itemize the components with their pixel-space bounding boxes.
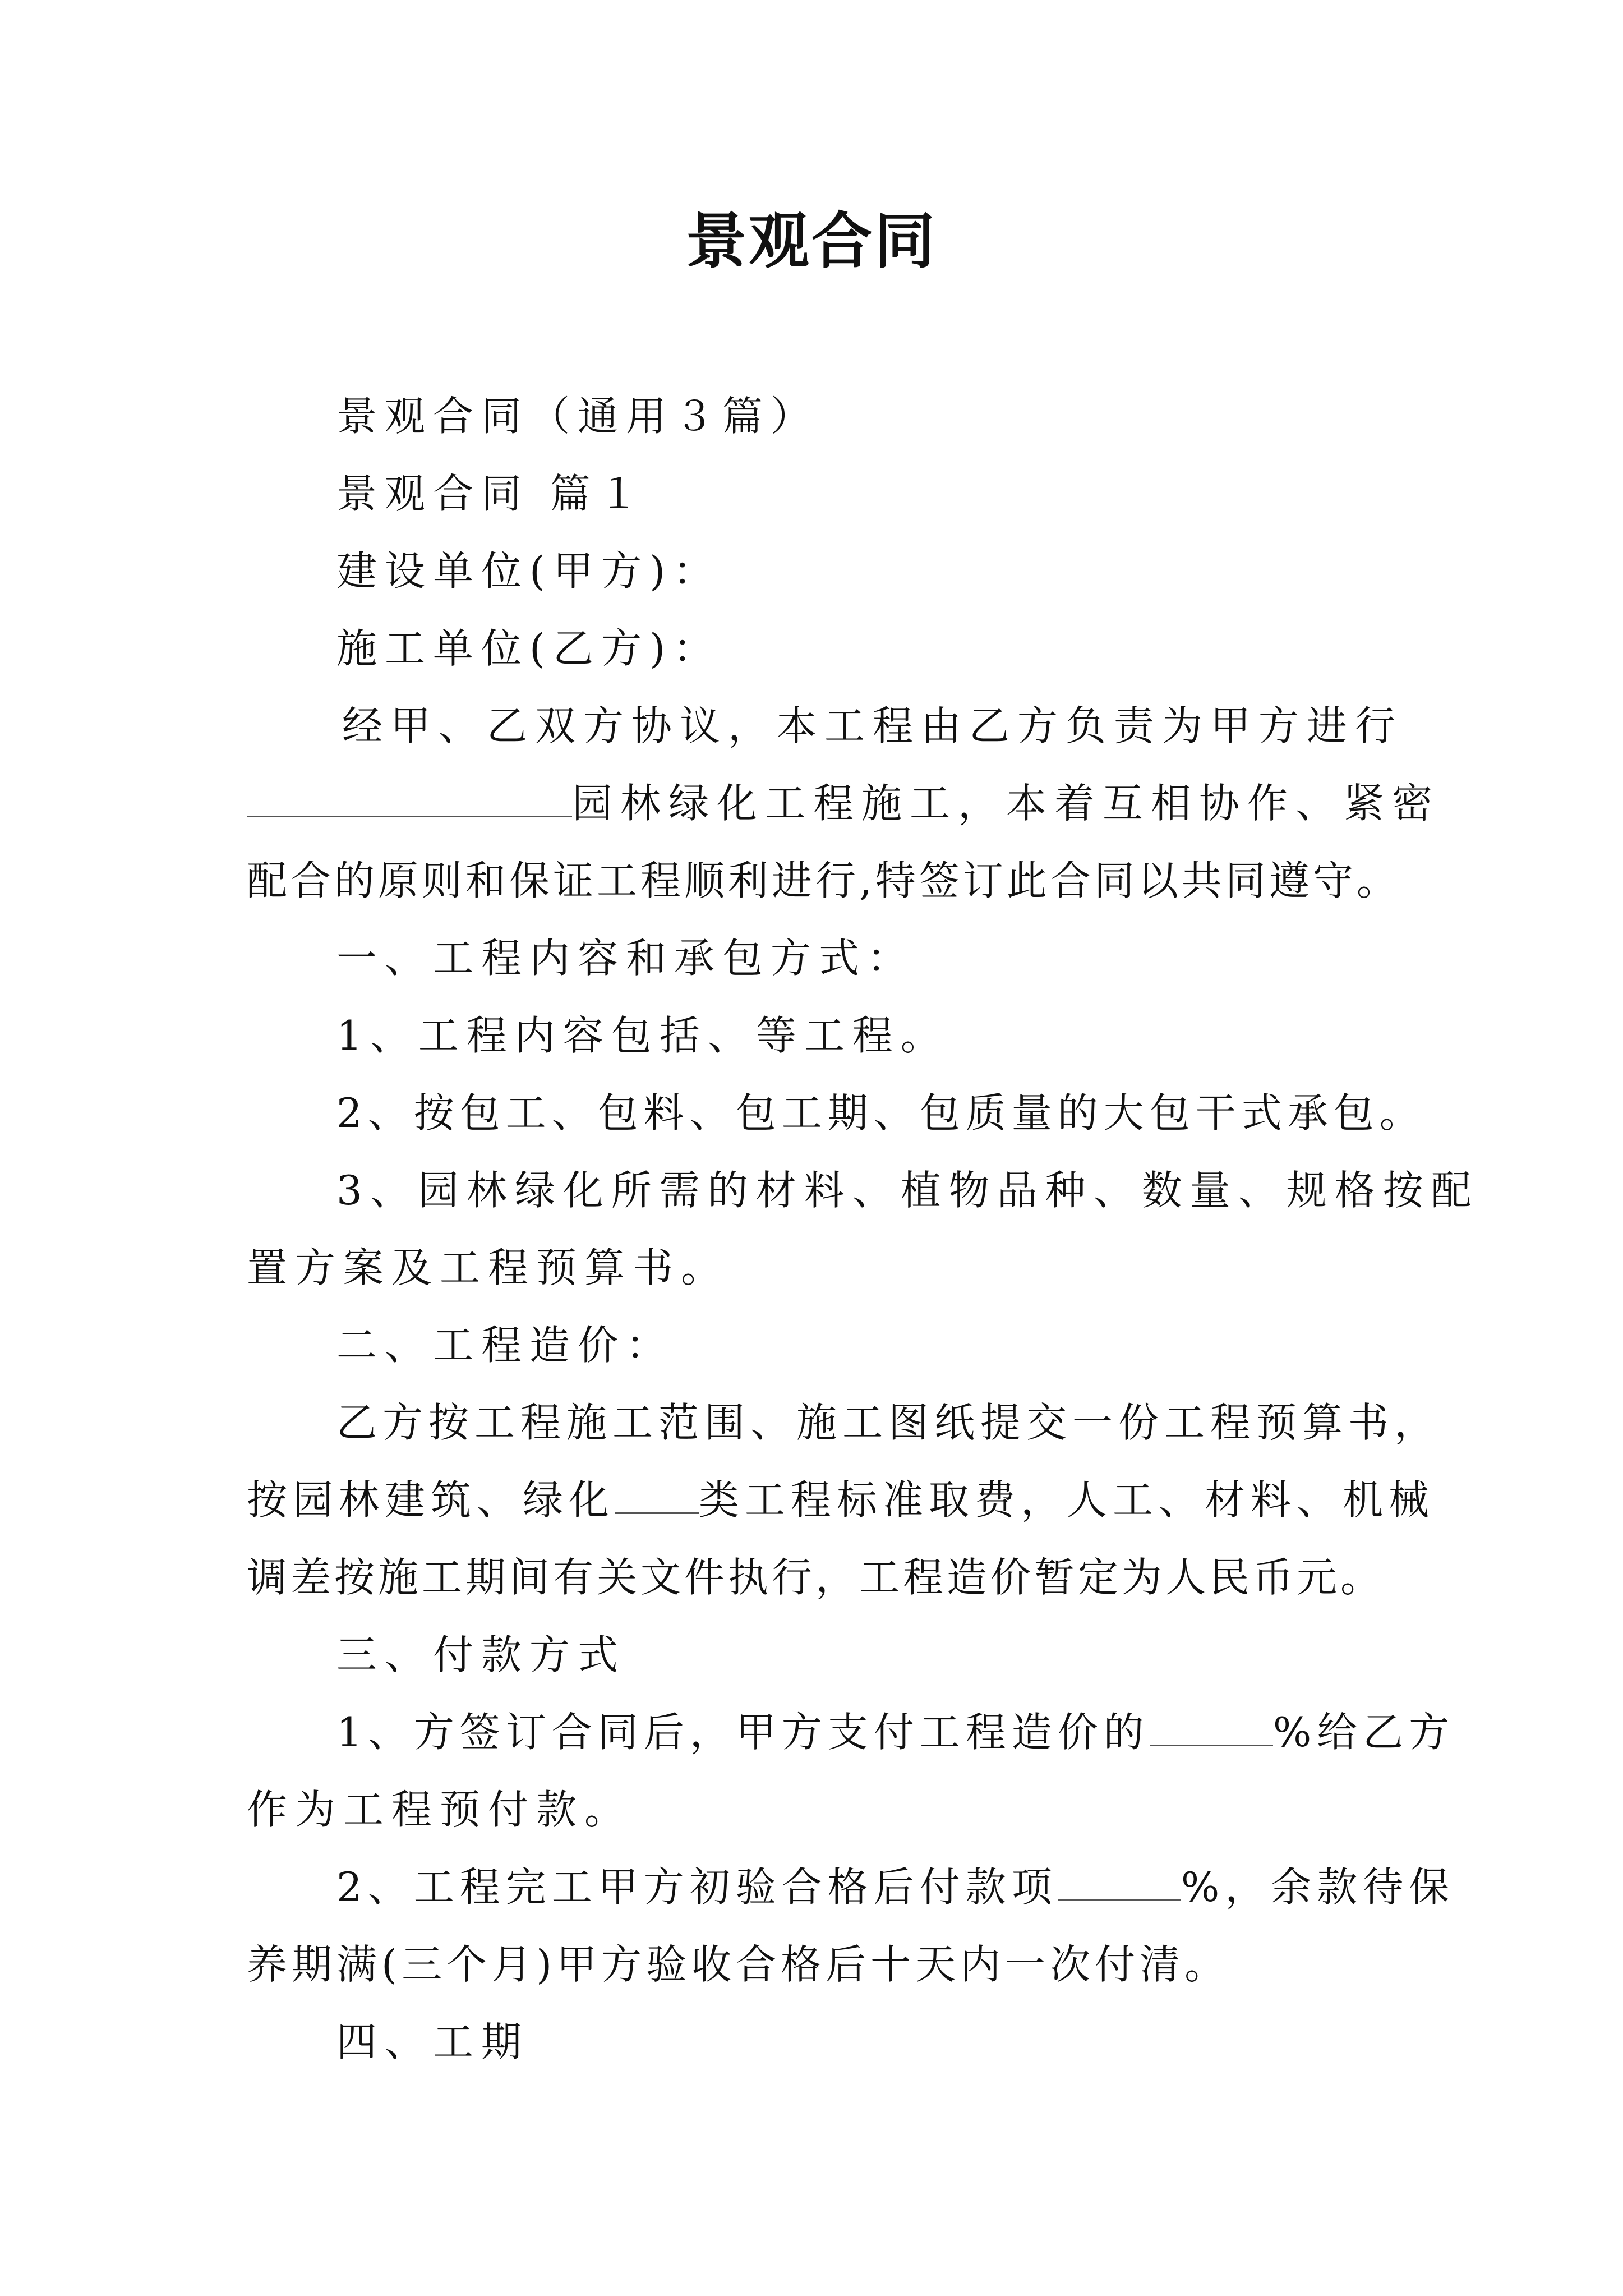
paragraph-text: %给乙方 (1272, 1709, 1455, 1756)
subtitle-line: 景观合同（通用３篇） (336, 393, 819, 440)
fill-in-blank (615, 1473, 699, 1514)
paragraph-line: 调差按施工期间有关文件执行，工程造价暂定为人民币元。 (247, 1554, 1385, 1601)
clause-item (336, 1704, 1455, 1760)
clause-heading: 一、工程内容和承包方式： (336, 935, 916, 982)
clause-heading: 三、付款方式 (336, 1631, 626, 1678)
paragraph-text: 类工程标准取费，人工、材料、机械 (699, 1476, 1435, 1524)
clause-item (336, 1859, 1455, 1915)
clause-item: 作为工程预付款。 (247, 1786, 633, 1833)
paragraph-text: 园林绿化工程施工，本着互相协作、紧密 (572, 780, 1441, 827)
party-b-line: 施工单位(乙方)： (336, 625, 722, 672)
paragraph-text: 按园林建筑、绿化 (247, 1476, 615, 1524)
party-a-line: 建设单位(甲方)： (336, 547, 722, 595)
paragraph-line: 经甲、乙双方协议，本工程由乙方负责为甲方进行 (342, 702, 1404, 749)
paragraph-text: 1、方签订合同后，甲方支付工程造价的 (336, 1709, 1150, 1756)
fill-in-blank (1058, 1860, 1181, 1901)
fill-in-blank (247, 776, 572, 817)
clause-heading: 二、工程造价： (336, 1322, 675, 1369)
fill-in-blank (1150, 1705, 1273, 1746)
clause-item: 3、园林绿化所需的材料、植物品种、数量、规格按配 (336, 1167, 1479, 1214)
section-heading: 景观合同 篇１ (336, 470, 647, 517)
clause-item: 1、工程内容包括、等工程。 (336, 1012, 949, 1059)
paragraph-line: 乙方按工程施工范围、施工图纸提交一份工程预算书， (336, 1399, 1441, 1446)
clause-heading: 四、工期 (336, 2018, 530, 2065)
document-title: 景观合同 (685, 206, 937, 277)
paragraph-line: 配合的原则和保证工程顺利进行,特签订此合同以共同遵守。 (247, 857, 1400, 904)
clause-item: 2、按包工、包料、包工期、包质量的大包干式承包。 (336, 1089, 1426, 1137)
clause-item: 置方案及工程预算书。 (247, 1244, 730, 1291)
paragraph-line (247, 775, 1440, 831)
clause-item: 养期满(三个月)甲方验收合格后十天内一次付清。 (247, 1941, 1230, 1988)
paragraph-line (247, 1472, 1435, 1528)
paragraph-text: %，余款待保 (1181, 1864, 1455, 1911)
paragraph-text: 2、工程完工甲方初验合格后付款项 (336, 1864, 1058, 1911)
